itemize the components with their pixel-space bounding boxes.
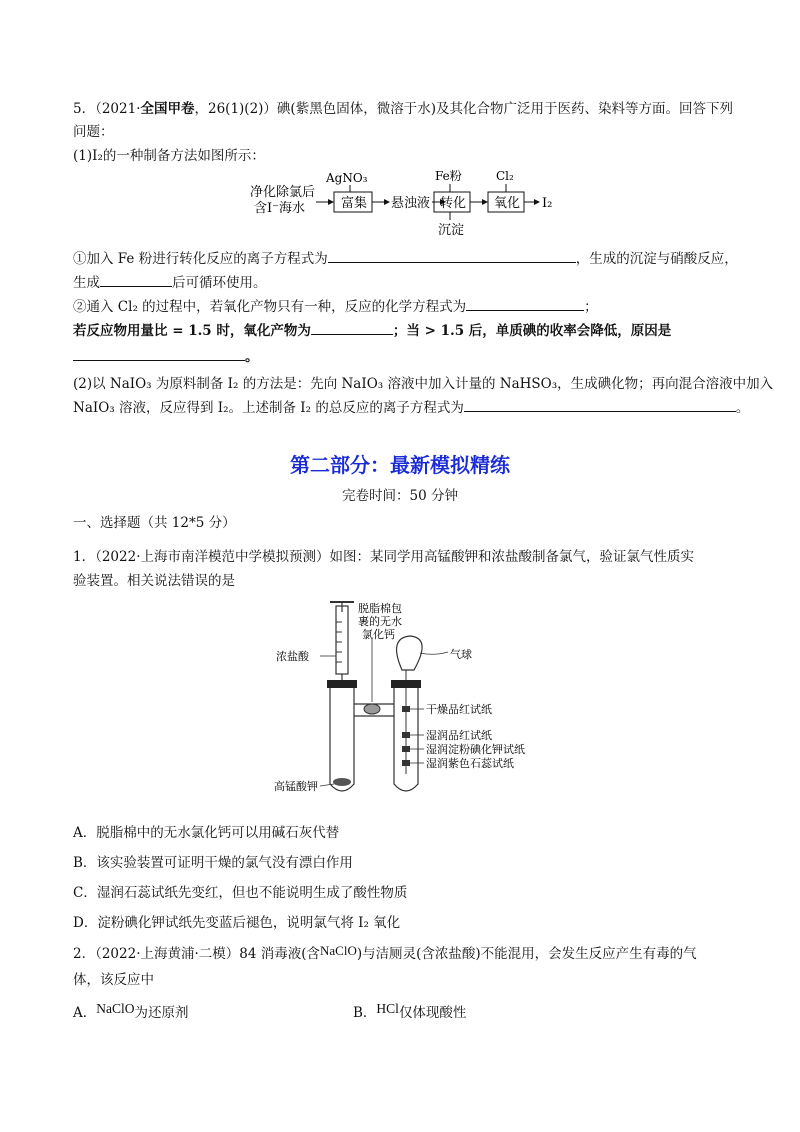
flow-reagent-agno3: AgNO₃ [326, 171, 368, 185]
cotton-plug [364, 704, 380, 714]
q5-q2c [73, 346, 259, 367]
flow-box-oxidize-label: 氧化 [494, 196, 521, 211]
label-kmno4: 高锰酸钾 [274, 780, 318, 793]
q5-q2c-end: 。 [245, 349, 259, 365]
q2-option-b[interactable] [353, 1003, 466, 1023]
flow-diagram [240, 164, 580, 244]
flow-source-line1: 净化除氯后 [250, 185, 316, 200]
flow-reagent-cl2: Cl₂ [496, 169, 514, 183]
q5-part2-end: 。 [735, 400, 750, 416]
kmno4-solid [333, 778, 351, 786]
leader-balloon [420, 652, 448, 654]
q5-stem-line1 [73, 99, 733, 119]
q5-q2b-text2: ；当 > 1.5 后，单质碘的收率会降低，原因是 [392, 323, 672, 339]
wet-paper-strip [402, 732, 410, 738]
answer-blank-3[interactable] [466, 296, 584, 311]
answer-blank-1[interactable] [328, 248, 576, 263]
q5-part2-line2 [73, 397, 749, 418]
apparatus-diagram [270, 598, 560, 804]
label-dry-paper: 干燥品红试纸 [426, 703, 492, 716]
q5-source-bold: 全国甲卷 [140, 101, 195, 117]
q2-stem-text2: )与洁厕灵(含浓盐酸)不能混用，会发生反应产生有毒的气 [356, 946, 697, 962]
answer-blank-4[interactable] [311, 320, 393, 335]
label-wet-paper: 湿润品红试纸 [426, 729, 492, 742]
q2-option-b-prefix: B． [353, 1005, 377, 1021]
q1-stem-line1: 1．（2022·上海市南洋模范中学模拟预测）如图：某同学用高锰酸钾和浓盐酸制备氯气，验证氯气性质实 [73, 549, 694, 565]
q2-option-a-formula: NaClO [96, 1001, 135, 1016]
q5-q2a-end: ； [584, 299, 598, 315]
q2-option-a[interactable] [73, 1003, 189, 1023]
answer-blank-6[interactable] [464, 397, 736, 412]
flow-product-label: I₂ [542, 196, 553, 211]
q2-option-b-formula: HCl [376, 1001, 399, 1016]
q5-q2b [73, 320, 671, 341]
dry-paper-strip [402, 706, 410, 712]
q5-q1a [73, 248, 738, 269]
label-ki-paper: 湿润淀粉碘化钾试纸 [426, 743, 525, 756]
q1-stem-line2: 验装置。相关说法错误的是 [73, 573, 235, 589]
answer-blank-2[interactable] [100, 272, 172, 287]
flow-box-enrich-label: 富集 [341, 196, 368, 211]
q1-option-a[interactable]: A．脱脂棉中的无水氯化钙可以用碱石灰代替 [73, 825, 340, 841]
label-cotton-2: 裹的无水 [358, 615, 402, 628]
q1-option-d[interactable]: D．淀粉碘化钾试纸先变蓝后褪色，说明氯气将 I₂ 氧化 [73, 915, 401, 931]
q5-stem-text: ，26(1)(2)）碘(紫黑色固体，微溶于水)及其化合物广泛用于医药、染料等方面。回答下列 [194, 101, 733, 117]
left-test-tube [330, 686, 354, 791]
exam-time: 完卷时间：50 分钟 [342, 488, 458, 504]
q2-stem-line1 [73, 944, 697, 964]
label-hcl: 浓盐酸 [276, 650, 309, 663]
balloon [397, 636, 423, 670]
q5-source-prefix: 5．（2021· [73, 101, 141, 117]
q2-formula-naclo: NaClO [320, 943, 357, 958]
q5-part2-line1: (2)以 NaIO₃ 为原料制备 I₂ 的方法是：先向 NaIO₃ 溶液中加入计量的 NaHSO₃，生成碘化物；再向混合溶液中加入 [73, 376, 774, 392]
left-stopper [327, 680, 357, 688]
q5-q1b-text2: 后可循环使用。 [172, 275, 267, 291]
q5-q2b-text: 若反应物用量比 = 1.5 时，氧化产物为 [73, 323, 311, 339]
q5-q1b [73, 272, 267, 293]
flow-arrow-1-head [328, 199, 334, 205]
right-stopper [391, 680, 421, 688]
flow-suspension-label: 悬浊液 [391, 196, 431, 211]
q5-q1a-text2: ，生成的沉淀与硝酸反应， [575, 251, 738, 267]
label-cotton-3: 氯化钙 [362, 628, 395, 641]
q1-option-c[interactable]: C．湿润石蕊试纸先变红，但也不能说明生成了酸性物质 [73, 885, 408, 901]
label-litmus: 湿润紫色石蕊试纸 [426, 757, 514, 770]
q2-option-a-prefix: A． [73, 1005, 97, 1021]
choice-header: 一、选择题（共 12*5 分） [73, 515, 236, 531]
q5-q2a-text: ②通入 Cl₂ 的过程中，若氧化产物只有一种，反应的化学方程式为 [73, 299, 467, 315]
q5-part2-text: NaIO₃ 溶液，反应得到 I₂。上述制备 I₂ 的总反应的离子方程式为 [73, 400, 464, 416]
q1-option-b[interactable]: B．该实验装置可证明干燥的氯气没有漂白作用 [73, 855, 353, 871]
q2-option-b-text: 仅体现酸性 [398, 1005, 467, 1021]
flow-arrow-4-head [482, 199, 488, 205]
flow-arrow-5-head [534, 199, 540, 205]
q5-q1b-text: 生成 [73, 275, 100, 291]
flow-reagent-fe: Fe粉 [435, 169, 462, 183]
q2-option-a-text: 为还原剂 [134, 1005, 189, 1021]
q5-q2a [73, 296, 598, 317]
syringe-barrel [336, 606, 348, 674]
label-cotton-1: 脱脂棉包 [358, 602, 402, 615]
q2-stem-line2: 体，该反应中 [73, 972, 154, 988]
q5-part1-intro: (1)I₂的一种制备方法如图所示： [73, 148, 265, 164]
flow-arrow-2-head [384, 199, 390, 205]
q2-stem-text: 2．（2022·上海黄浦·二模）84 消毒液(含 [73, 946, 321, 962]
flow-precipitate-label: 沉淀 [438, 223, 465, 238]
answer-blank-5[interactable] [73, 346, 245, 361]
q5-stem-line2: 问题： [73, 124, 114, 140]
section-title: 第二部分：最新模拟精练 [290, 453, 510, 477]
flow-box-convert-label: 转化 [440, 196, 467, 211]
ki-paper-strip [402, 746, 410, 752]
q5-q1a-text: ①加入 Fe 粉进行转化反应的离子方程式为 [73, 251, 328, 267]
flow-source-line2: 含I⁻海水 [254, 201, 305, 216]
label-balloon: 气球 [450, 648, 472, 661]
litmus-paper-strip [402, 760, 410, 766]
